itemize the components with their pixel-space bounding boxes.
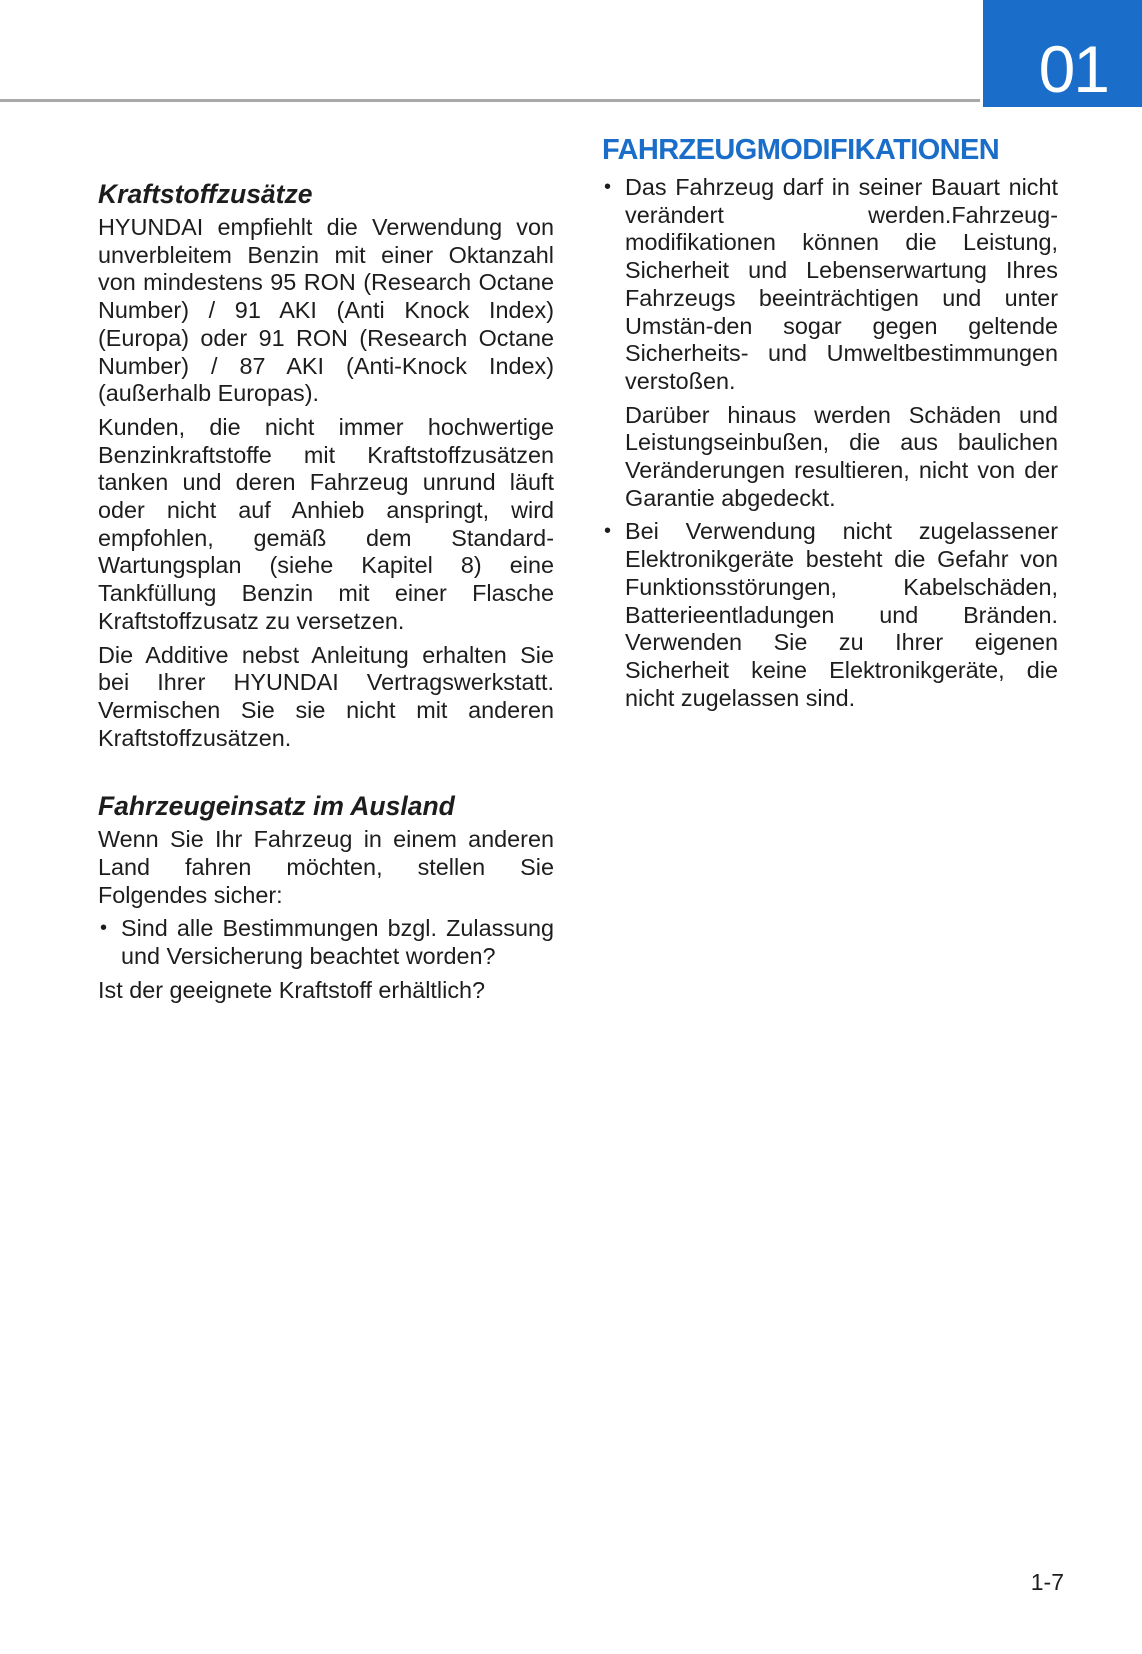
list-item-text: Darüber hinaus werden Schäden und Leistungseinbußen, die aus baulichen Veränderungen resultieren, nicht von der Garantie abgedeckt. (625, 401, 1058, 511)
paragraph: Kunden, die nicht immer hochwertige Benzinkraftstoffe mit Kraftstoffzusätzen tanken und deren Fahrzeug unrund läuft oder nicht auf Anhieb anspringt, wird empfohlen, gemäß dem Standard-Wartungsplan (siehe Kapitel 8) eine Tankfüllung Benzin mit einer Flasche Kraftstoffzusatz zu versetzen. (98, 413, 554, 634)
bullet-marker: • (604, 176, 612, 198)
list-item (602, 518, 1058, 712)
paragraph: HYUNDAI empfiehlt die Verwendung von unverbleitem Benzin mit einer Oktanzahl von mindestens 95 RON (Research Octane Number) / 91 AKI (Anti Knock Index) (Europa) oder 91 RON (Research Octane Number) / 87 AKI (Anti-Knock Index) (außerhalb Europas). (98, 214, 554, 407)
chapter-number: 01 (1038, 32, 1108, 106)
header-divider (0, 99, 980, 102)
paragraph: Wenn Sie Ihr Fahrzeug in einem anderen Land fahren möchten, stellen Sie Folgendes sicher: (98, 826, 554, 908)
bullet-list (602, 174, 1058, 712)
list-item (602, 174, 1058, 512)
section-heading-kraftstoffzusaetze: Kraftstoffzusätze (98, 179, 313, 209)
paragraph: Ist der geeignete Kraftstoff erhältlich? (98, 976, 486, 1003)
section-heading-fahrzeugeinsatz: Fahrzeugeinsatz im Ausland (98, 791, 455, 822)
right-column (602, 132, 1058, 718)
page-number: 1-7 (1030, 1569, 1064, 1595)
bullet-marker: • (100, 917, 108, 940)
list-item-text: Sind alle Bestimmungen bzgl. Zulassung und Versicherung beachtet worden? (121, 915, 554, 970)
list-item-text: Das Fahrzeug darf in seiner Bauart nicht verändert werden.Fahrzeugmodifikationen können die Leistung, Sicherheit und Lebenserwartung Ihres Fahrzeugs beeinträchtigen und unter Umstän-den sogar gegen geltende Sicherheits- und Umweltbestimmungen verstoßen. (625, 174, 1058, 394)
list-item (98, 915, 554, 970)
bullet-list (98, 915, 554, 970)
paragraph: Die Additive nebst Anleitung erhalten Sie bei Ihrer HYUNDAI Vertragswerkstatt. Vermischen Sie sie nicht mit anderen Kraftstoffzusätzen. (98, 641, 554, 751)
left-column (98, 178, 554, 1011)
list-item-text: Bei Verwendung nicht zugelassener Elektronikgeräte besteht die Gefahr von Funktionsstörungen, Kabelschäden, Batterieentladungen und Bränden. Verwenden Sie zu Ihrer eigenen Sicherheit keine Elektronikgeräte, die nicht zugelassen sind. (625, 518, 1058, 711)
bullet-marker: • (604, 520, 612, 543)
chapter-tab (983, 0, 1142, 107)
section-heading-fahrzeugmodifikationen: FAHRZEUGMODIFIKATIONEN (602, 134, 1000, 166)
